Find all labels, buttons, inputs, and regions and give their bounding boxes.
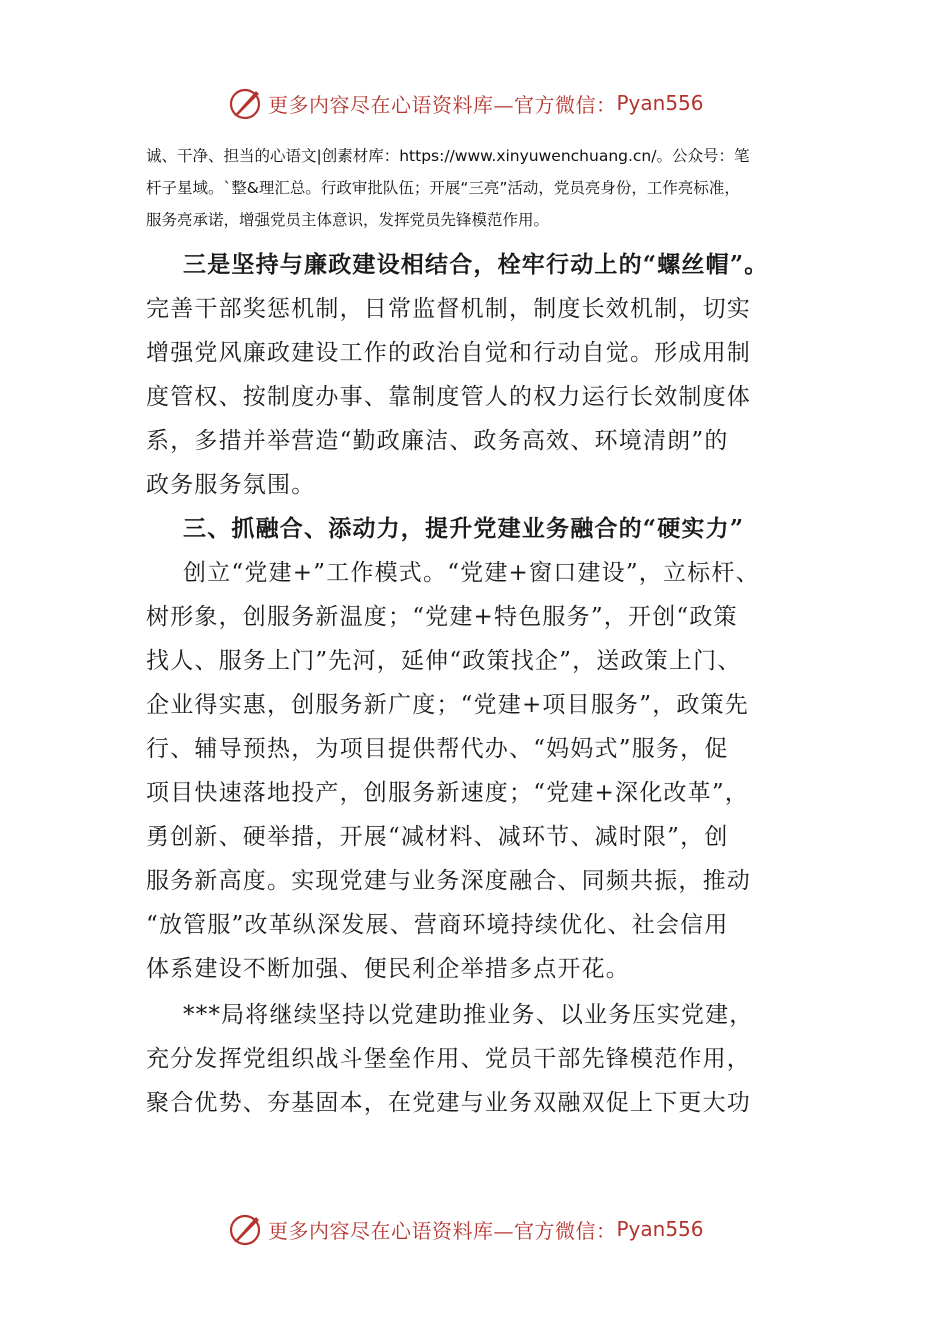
body-line: 完善干部奖惩机制，日常监督机制，制度长效机制，切实 bbox=[146, 296, 751, 322]
section-heading: 三、抓融合、添动力，提升党建业务融合的“硬实力” bbox=[183, 515, 745, 542]
intro-line: 服务亮承诺，增强党员主体意识，发挥党员先锋模范作用。 bbox=[146, 211, 550, 229]
banner-wechat-id: Pyan556 bbox=[616, 1217, 704, 1241]
body-line: 企业得实惠，创服务新广度；“党建+项目服务”，政策先 bbox=[146, 692, 749, 718]
paragraph-heading: 三是坚持与廉政建设相结合，栓牢行动上的“螺丝帽”。 bbox=[183, 251, 769, 278]
body-line: 体系建设不断加强、便民利企举措多点开花。 bbox=[146, 956, 630, 982]
body-line: 找人、服务上门”先河，延伸“政策找企”，送政策上门、 bbox=[146, 648, 742, 674]
body-line: 系，多措并举营造“勤政廉洁、政务高效、环境清朗”的 bbox=[146, 428, 729, 454]
body-line: 勇创新、硬举措，开展“减材料、减环节、减时限”，创 bbox=[146, 824, 729, 850]
quill-logo-icon bbox=[228, 1211, 264, 1247]
banner-text: 更多内容尽在心语资料库—官方微信： bbox=[268, 1218, 617, 1243]
intro-line: 杆子星域。`整&理汇总。行政审批队伍；开展“三亮”活动，党员亮身份，工作亮标准， bbox=[146, 179, 740, 197]
body-line: ***局将继续坚持以党建助推业务、以业务压实党建， bbox=[183, 1002, 754, 1028]
body-line: 创立“党建+”工作模式。“党建+窗口建设”，立标杆、 bbox=[183, 560, 760, 586]
body-line: 聚合优势、夯基固本，在党建与业务双融双促上下更大功 bbox=[146, 1090, 751, 1116]
header-banner bbox=[228, 82, 704, 124]
body-line: 行、辅导预热，为项目提供帮代办、“妈妈式”服务，促 bbox=[146, 736, 729, 762]
body-line: 服务新高度。实现党建与业务深度融合、同频共振，推动 bbox=[146, 868, 751, 894]
quill-logo-icon bbox=[228, 85, 264, 121]
body-line: 增强党风廉政建设工作的政治自觉和行动自觉。形成用制 bbox=[146, 340, 751, 366]
body-line: 充分发挥党组织战斗堡垒作用、党员干部先锋模范作用， bbox=[146, 1046, 751, 1072]
body-line: 项目快速落地投产，创服务新速度；“党建+深化改革”， bbox=[146, 780, 749, 806]
body-line: “放管服”改革纵深发展、营商环境持续优化、社会信用 bbox=[146, 912, 729, 938]
intro-line: 诚、干净、担当的心语文|创素材库：https://www.xinyuwenchuang.cn/。公众号：笔 bbox=[146, 147, 750, 165]
footer-banner bbox=[228, 1208, 704, 1250]
body-line: 树形象，创服务新温度；“党建+特色服务”，开创“政策 bbox=[146, 604, 738, 630]
body-line: 政务服务氛围。 bbox=[146, 472, 316, 498]
banner-wechat-id: Pyan556 bbox=[616, 91, 704, 115]
body-line: 度管权、按制度办事、靠制度管人的权力运行长效制度体 bbox=[146, 384, 751, 410]
banner-text: 更多内容尽在心语资料库—官方微信： bbox=[268, 92, 617, 117]
